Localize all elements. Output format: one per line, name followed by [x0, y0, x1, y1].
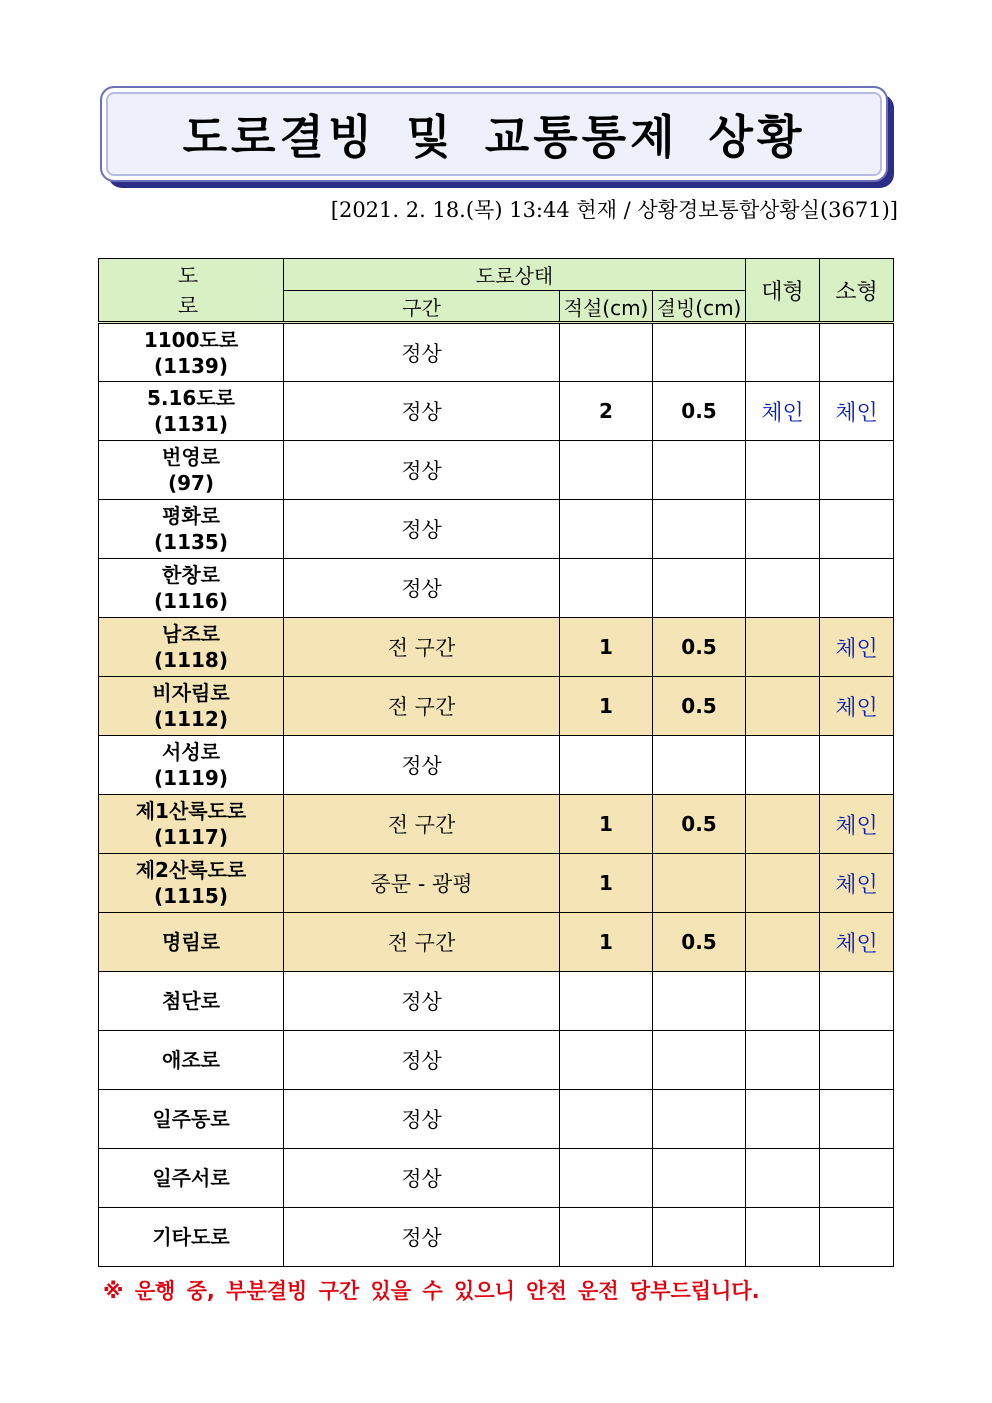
large-vehicle-cell — [746, 559, 820, 618]
table-row — [99, 736, 894, 795]
snow-cell: 1 — [560, 618, 653, 677]
table-row — [99, 913, 894, 972]
road-name: 제2산록도로 — [135, 858, 247, 882]
section-cell: 정상 — [284, 559, 560, 618]
small-vehicle-cell — [820, 323, 894, 382]
ice-cell — [653, 854, 746, 913]
header-road: 도 로 — [99, 259, 284, 323]
section-cell: 정상 — [284, 382, 560, 441]
page-title: 도로결빙 및 교통통제 상황 — [182, 110, 806, 164]
large-vehicle-cell — [746, 677, 820, 736]
road-name-cell — [99, 736, 284, 795]
small-vehicle-cell — [820, 1031, 894, 1090]
table-row — [99, 559, 894, 618]
snow-cell — [560, 323, 653, 382]
section-cell: 중문 - 광평 — [284, 854, 560, 913]
road-name-cell — [99, 500, 284, 559]
snow-cell — [560, 1149, 653, 1208]
large-vehicle-cell — [746, 618, 820, 677]
road-name: 비자림로 — [152, 681, 230, 705]
road-name: 평화로 — [162, 504, 220, 528]
large-vehicle-cell — [746, 1208, 820, 1267]
section-cell: 정상 — [284, 1090, 560, 1149]
small-vehicle-cell: 체인 — [820, 677, 894, 736]
road-name-cell — [99, 323, 284, 382]
header-section: 구간 — [284, 291, 560, 323]
road-name: 한창로 — [162, 563, 220, 587]
ice-cell — [653, 559, 746, 618]
section-cell: 전 구간 — [284, 618, 560, 677]
table-row — [99, 854, 894, 913]
small-vehicle-cell — [820, 500, 894, 559]
large-vehicle-cell: 체인 — [746, 382, 820, 441]
section-cell: 전 구간 — [284, 913, 560, 972]
ice-cell — [653, 1090, 746, 1149]
safety-note: ※ 운행 중, 부분결빙 구간 있을 수 있으니 안전 운전 당부드립니다. — [103, 1279, 760, 1303]
ice-cell — [653, 500, 746, 559]
road-name: 일주동로 — [152, 1107, 230, 1131]
title-banner — [100, 86, 888, 182]
table-row — [99, 1031, 894, 1090]
section-cell: 정상 — [284, 1031, 560, 1090]
road-name: 첨단로 — [162, 989, 220, 1013]
road-number: (1118) — [154, 648, 228, 672]
road-status-table — [98, 258, 894, 1267]
large-vehicle-cell — [746, 736, 820, 795]
header-ice: 결빙(cm) — [653, 291, 746, 323]
snow-cell: 1 — [560, 795, 653, 854]
table-row — [99, 618, 894, 677]
large-vehicle-cell — [746, 500, 820, 559]
road-number: (1112) — [154, 707, 228, 731]
road-name: 서성로 — [162, 740, 220, 764]
ice-cell — [653, 736, 746, 795]
table-row — [99, 1090, 894, 1149]
snow-cell — [560, 1208, 653, 1267]
large-vehicle-cell — [746, 1031, 820, 1090]
title-box — [100, 86, 888, 182]
small-vehicle-cell — [820, 559, 894, 618]
snow-cell — [560, 1031, 653, 1090]
road-name-cell — [99, 795, 284, 854]
ice-cell: 0.5 — [653, 382, 746, 441]
ice-cell — [653, 323, 746, 382]
road-number: (1115) — [154, 884, 228, 908]
road-name: 1100도로 — [143, 327, 239, 352]
table-row — [99, 972, 894, 1031]
small-vehicle-cell — [820, 736, 894, 795]
road-name-cell — [99, 441, 284, 500]
ice-cell: 0.5 — [653, 795, 746, 854]
ice-cell — [653, 1031, 746, 1090]
road-name-cell — [99, 618, 284, 677]
road-name-cell — [99, 1090, 284, 1149]
small-vehicle-cell: 체인 — [820, 795, 894, 854]
section-cell: 정상 — [284, 441, 560, 500]
large-vehicle-cell — [746, 913, 820, 972]
section-cell: 전 구간 — [284, 677, 560, 736]
section-cell: 정상 — [284, 1149, 560, 1208]
road-name: 번영로 — [162, 445, 220, 469]
report-timestamp: [2021. 2. 18.(목) 13:44 현재 / 상황경보통합상황실(3671)] — [330, 198, 898, 222]
snow-cell: 1 — [560, 854, 653, 913]
road-number: (1119) — [154, 766, 228, 790]
table-body — [99, 323, 894, 1267]
ice-cell — [653, 1149, 746, 1208]
road-name: 제1산록도로 — [135, 799, 247, 823]
section-cell: 정상 — [284, 500, 560, 559]
snow-cell — [560, 500, 653, 559]
table-row — [99, 1208, 894, 1267]
road-number: (1135) — [154, 530, 228, 554]
road-name: 5.16도로 — [147, 386, 235, 410]
large-vehicle-cell — [746, 441, 820, 500]
road-name: 기타도로 — [152, 1225, 230, 1249]
section-cell: 정상 — [284, 972, 560, 1031]
road-name-cell — [99, 1031, 284, 1090]
small-vehicle-cell: 체인 — [820, 618, 894, 677]
road-number: (1131) — [154, 412, 228, 436]
road-name-cell — [99, 559, 284, 618]
small-vehicle-cell — [820, 441, 894, 500]
section-cell: 정상 — [284, 736, 560, 795]
table-row — [99, 795, 894, 854]
table-row — [99, 382, 894, 441]
ice-cell: 0.5 — [653, 677, 746, 736]
road-name-cell — [99, 972, 284, 1031]
ice-cell: 0.5 — [653, 618, 746, 677]
road-name: 일주서로 — [152, 1166, 230, 1190]
section-cell: 정상 — [284, 323, 560, 382]
snow-cell — [560, 441, 653, 500]
large-vehicle-cell — [746, 795, 820, 854]
table-row — [99, 441, 894, 500]
snow-cell — [560, 972, 653, 1031]
small-vehicle-cell — [820, 1090, 894, 1149]
small-vehicle-cell — [820, 1208, 894, 1267]
large-vehicle-cell — [746, 972, 820, 1031]
ice-cell — [653, 1208, 746, 1267]
snow-cell — [560, 559, 653, 618]
road-name-cell — [99, 677, 284, 736]
ice-cell — [653, 441, 746, 500]
road-number: (1139) — [154, 353, 228, 378]
road-name-cell — [99, 854, 284, 913]
snow-cell: 1 — [560, 677, 653, 736]
road-number: (97) — [167, 471, 215, 495]
ice-cell — [653, 972, 746, 1031]
large-vehicle-cell — [746, 1149, 820, 1208]
ice-cell: 0.5 — [653, 913, 746, 972]
road-number: (1117) — [154, 825, 228, 849]
road-name-cell — [99, 1149, 284, 1208]
table-row — [99, 500, 894, 559]
road-name: 남조로 — [162, 622, 220, 646]
road-name-cell — [99, 382, 284, 441]
large-vehicle-cell — [746, 323, 820, 382]
header-small-vehicle: 소형 — [820, 259, 894, 323]
snow-cell: 1 — [560, 913, 653, 972]
large-vehicle-cell — [746, 1090, 820, 1149]
road-number: (1116) — [154, 589, 228, 613]
small-vehicle-cell — [820, 1149, 894, 1208]
section-cell: 전 구간 — [284, 795, 560, 854]
section-cell: 정상 — [284, 1208, 560, 1267]
road-name-cell — [99, 1208, 284, 1267]
table-row — [99, 677, 894, 736]
table-row — [99, 1149, 894, 1208]
snow-cell — [560, 1090, 653, 1149]
header-road-status: 도로상태 — [284, 259, 746, 291]
large-vehicle-cell — [746, 854, 820, 913]
road-name: 애조로 — [162, 1048, 220, 1072]
table-row — [99, 323, 894, 382]
road-name-cell — [99, 913, 284, 972]
snow-cell — [560, 736, 653, 795]
small-vehicle-cell: 체인 — [820, 913, 894, 972]
snow-cell: 2 — [560, 382, 653, 441]
road-name: 명림로 — [162, 930, 220, 954]
small-vehicle-cell — [820, 972, 894, 1031]
header-large-vehicle: 대형 — [746, 259, 820, 323]
small-vehicle-cell: 체인 — [820, 854, 894, 913]
small-vehicle-cell: 체인 — [820, 382, 894, 441]
header-snow: 적설(cm) — [560, 291, 653, 323]
